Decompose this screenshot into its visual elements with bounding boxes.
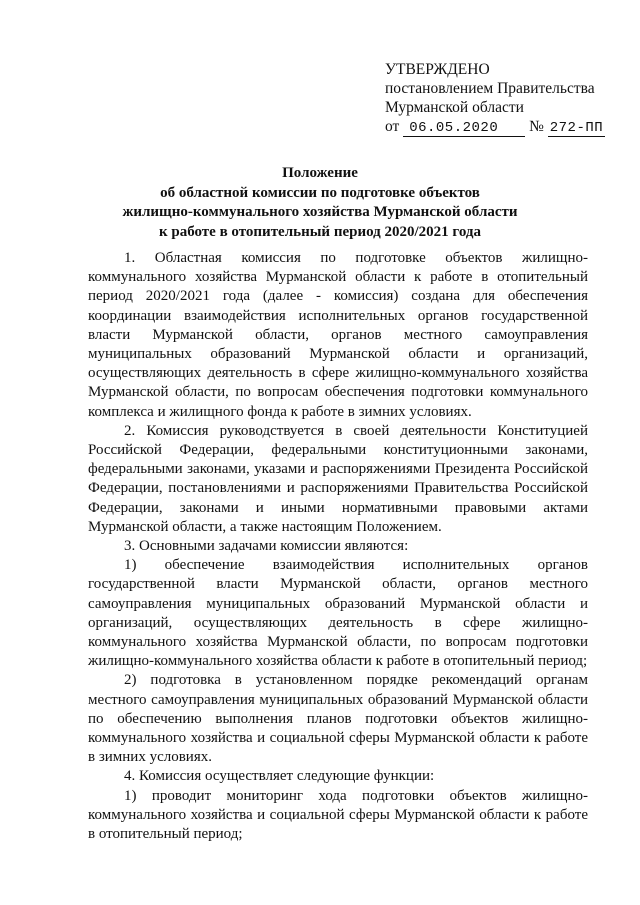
approval-line-2: Мурманской области: [385, 99, 524, 116]
heading-line-4: к работе в отопительный период 2020/2021 года: [158, 223, 482, 240]
heading-line-3: жилищно-коммунального хозяйства Мурманской области: [122, 204, 518, 220]
approval-from-label: от: [385, 118, 400, 135]
heading-line-2: об областной комиссии по подготовке объектов: [160, 184, 480, 201]
paragraph-3: 3. Основными задачами комиссии являются:: [124, 538, 409, 555]
heading-line-1: Положение: [282, 165, 358, 181]
approval-stamp: [385, 60, 605, 137]
paragraph-3-item-1: 1) обеспечение взаимодействия исполнительных органов государственной власти Мурманской области, органов местного самоуправления муниципальных образований Мурманской области и организаций, осуществляющих деятельность в сфере жилищно-коммунального хозяйства Мурманской области, по вопросам подготовки жилищно-коммунального хозяйства области к работе в отопительный период;: [88, 557, 588, 670]
approval-number: 272-ПП: [549, 120, 604, 136]
approval-line-1: постановлением Правительства: [385, 80, 595, 97]
paragraph-4: 4. Комиссия осуществляет следующие функции:: [124, 768, 435, 785]
document-body: [88, 249, 588, 844]
approval-number-label: №: [529, 118, 544, 135]
paragraph-1: 1. Областная комиссия по подготовке объектов жилищно-коммунального хозяйства Мурманской области к работе в отопительный период 2020/2021 года (далее - комиссия) создана для обеспечения координации взаимодействия исполнительных органов государственной власти Мурманской области, органов местного самоуправления муниципальных образований Мурманской области и организаций, осуществляющих деятельность в сфере жилищно-коммунального хозяйства Мурманской области, по вопросам обеспечения подготовки коммунального комплекса и жилищного фонда к работе в зимних условиях.: [88, 250, 588, 420]
paragraph-2: 2. Комиссия руководствуется в своей деятельности Конституцией Российской Федерации, федеральными конституционными законами, федеральными законами, указами и распоряжениями Президента Российской Федерации, постановлениями и распоряжениями Правительства Российской Федерации, законами и иными нормативными правовыми актами Мурманской области, а также настоящим Положением.: [88, 422, 588, 535]
document-heading: [0, 164, 640, 242]
approval-date-line: [385, 117, 605, 137]
paragraph-4-item-1: 1) проводит мониторинг хода подготовки объектов жилищно-коммунального хозяйства и социальной сферы Мурманской области к работе в отопительный период;: [88, 787, 588, 843]
paragraph-3-item-2: 2) подготовка в установленном порядке рекомендаций органам местного самоуправления муниципальных образований Мурманской области по обеспечению выполнения планов подготовки объектов жилищно-коммунального хозяйства и социальной сферы Мурманской области к работе в зимних условиях.: [88, 672, 588, 766]
approval-title: УТВЕРЖДЕНО: [385, 61, 490, 78]
approval-date: 06.05.2020: [403, 120, 525, 137]
